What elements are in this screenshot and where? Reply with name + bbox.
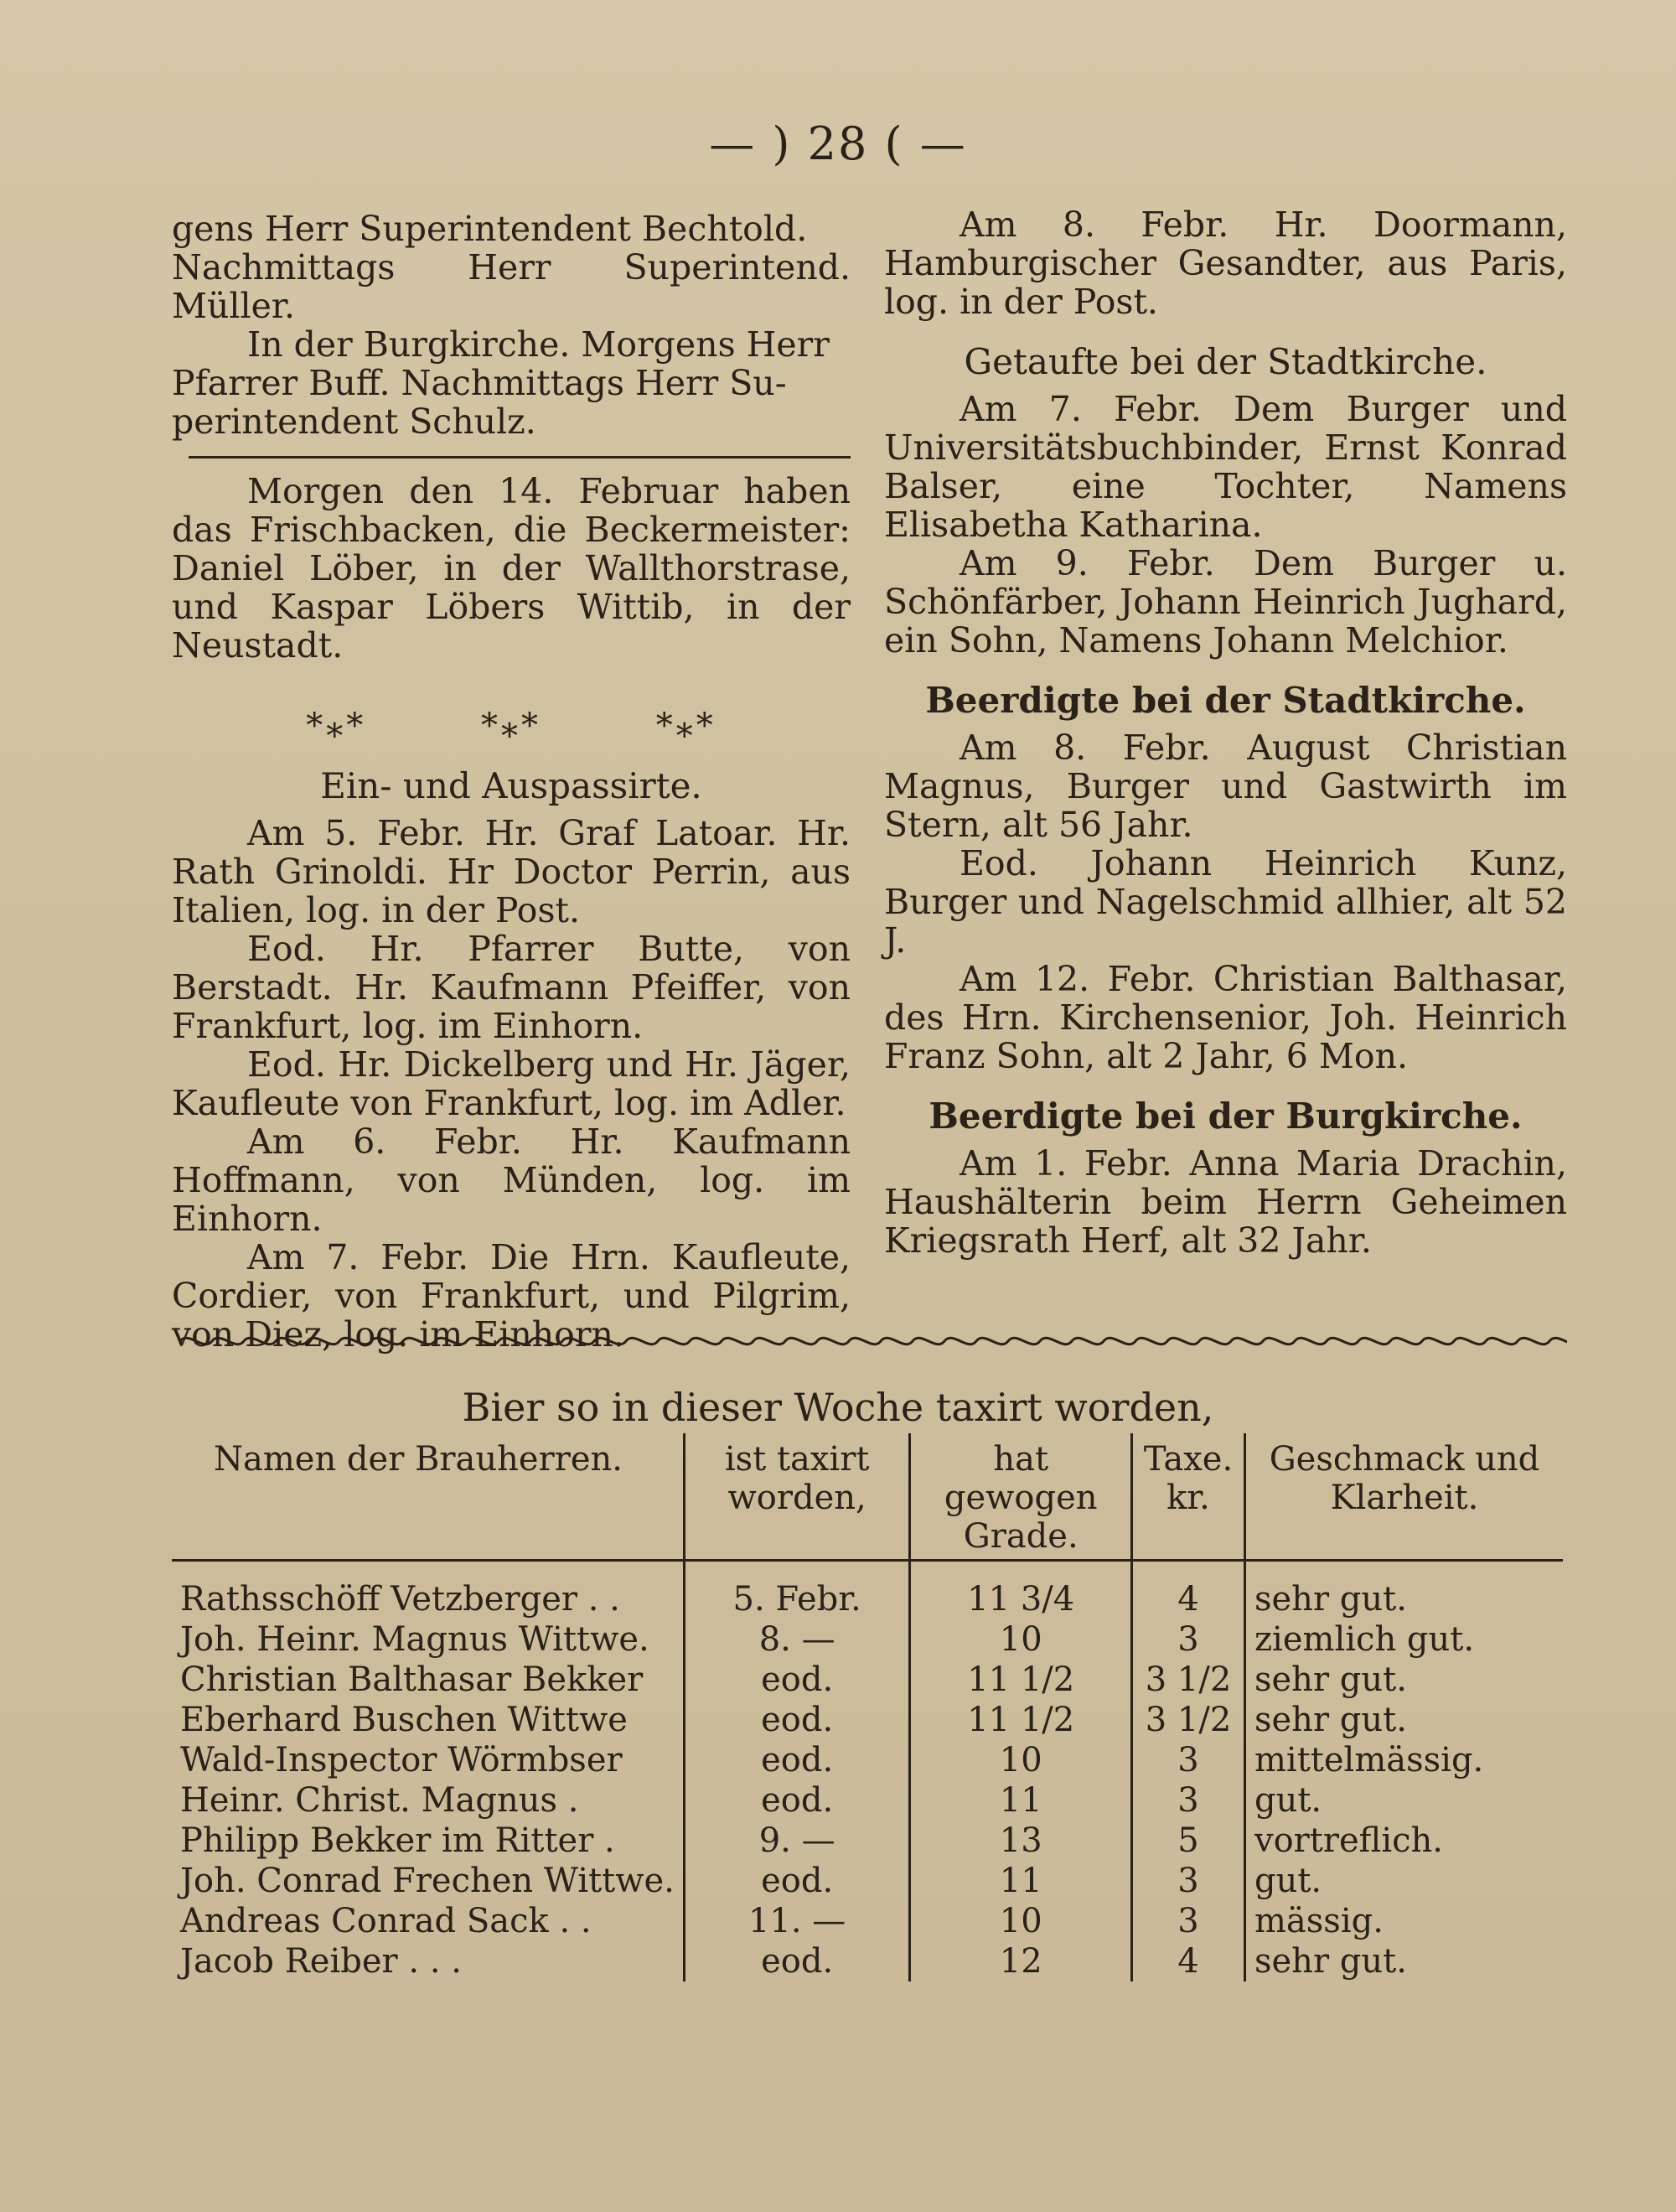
asterism-mark: *⁎* (655, 707, 716, 745)
cell-taste: vortreflich. (1244, 1821, 1563, 1861)
right-column (884, 205, 1567, 1260)
traveller-entry: Am 7. Febr. Die Hrn. Kaufleute, Cordier, von Frankfurt, und Pilgrim, von Diez, log. im Einhorn. (172, 1237, 851, 1355)
cell-tax: 3 (1132, 1619, 1245, 1660)
cell-weight: 12 (910, 1941, 1132, 1981)
traveller-entry: Am 5. Febr. Hr. Graf Latoar. Hr. Rath Grinoldi. Hr Doctor Perrin, aus Italien, log. in der Post. (172, 813, 851, 930)
table-row (172, 1561, 1563, 1620)
header-brewer: Namen der Brauherren. (172, 1433, 684, 1561)
cell-weight: 11 (910, 1780, 1132, 1821)
beer-table-body (172, 1561, 1563, 1982)
header-taste: Geschmack und Klarheit. (1244, 1433, 1563, 1561)
page-header: — ) 28 ( — (709, 117, 967, 170)
table-row (172, 1901, 1563, 1941)
baptized-heading: Getaufte bei der Stadtkirche. (964, 341, 1487, 382)
asterism-mark: *⁎* (306, 707, 367, 745)
church-line: Pfarrer Buff. Nachmittags Herr Su- (172, 363, 787, 403)
cell-tax: 3 1/2 (1132, 1700, 1245, 1740)
cell-weight: 10 (910, 1740, 1132, 1780)
cell-taxed-date: eod. (684, 1780, 910, 1821)
cell-brewer: Rathsschöff Vetzberger . . (180, 1580, 620, 1619)
cell-taste: mässig. (1244, 1901, 1563, 1941)
cell-taxed-date: eod. (684, 1941, 910, 1981)
traveller-entry: Eod. Hr. Pfarrer Butte, von Berstadt. Hr. Kaufmann Pfeiffer, von Frankfurt, log. im Einhorn. (172, 929, 851, 1046)
cell-tax: 4 (1132, 1941, 1245, 1981)
cell-taste: gut. (1244, 1861, 1563, 1901)
cell-brewer: Joh. Conrad Frechen Wittwe. (180, 1862, 675, 1900)
cell-tax: 3 (1132, 1780, 1245, 1821)
left-column (172, 210, 851, 1354)
cell-taste: sehr gut. (1244, 1700, 1563, 1740)
cell-weight: 10 (910, 1901, 1132, 1941)
cell-taxed-date: 11. — (684, 1901, 910, 1941)
cell-weight: 11 1/2 (910, 1700, 1132, 1740)
cell-taxed-date: 5. Febr. (684, 1561, 910, 1620)
cell-taxed-date: 9. — (684, 1821, 910, 1861)
burial-entry: Eod. Johann Heinrich Kunz, Burger und Nagelschmid allhier, alt 52 J. (884, 843, 1567, 961)
cell-taste: sehr gut. (1244, 1561, 1563, 1620)
cell-brewer: Eberhard Buschen Wittwe (180, 1701, 628, 1739)
cell-tax: 4 (1132, 1561, 1245, 1620)
beer-table-title: Bier so in dieser Woche taxirt worden, (462, 1385, 1214, 1430)
table-row (172, 1700, 1563, 1740)
cell-taste: ziemlich gut. (1244, 1619, 1563, 1660)
header-tax: Taxe. kr. (1132, 1433, 1245, 1561)
cell-brewer: Jacob Reiber . . . (180, 1942, 462, 1981)
church-line: gens Herr Superintendent Bechtold. (172, 209, 808, 249)
cell-taste: sehr gut. (1244, 1941, 1563, 1981)
cell-tax: 3 (1132, 1901, 1245, 1941)
header-taxed-date: ist taxirt worden, (684, 1433, 910, 1561)
church-line: Nachmittags Herr Superintend. Müller. (172, 247, 851, 326)
cell-taxed-date: eod. (684, 1700, 910, 1740)
buried-city-heading: Beerdigte bei der Stadtkirche. (925, 680, 1526, 721)
cell-brewer: Christian Balthasar Bekker (180, 1660, 644, 1699)
burial-entry: Am 12. Febr. Christian Balthasar, des Hrn. Kirchensenior, Joh. Heinrich Franz Sohn, alt 2 Jahr, 6 Mon. (884, 959, 1567, 1076)
cell-brewer: Philipp Bekker im Ritter . (180, 1821, 615, 1860)
table-row (172, 1660, 1563, 1700)
divider-rule (189, 456, 851, 458)
cell-taxed-date: eod. (684, 1660, 910, 1700)
asterism-mark: *⁎* (481, 707, 541, 745)
cell-weight: 11 (910, 1861, 1132, 1901)
cell-tax: 5 (1132, 1821, 1245, 1861)
table-header-row (172, 1433, 1563, 1561)
cell-brewer: Joh. Heinr. Magnus Wittwe. (180, 1620, 649, 1659)
cell-taxed-date: eod. (684, 1861, 910, 1901)
buried-castle-heading: Beerdigte bei der Burgkirche. (929, 1096, 1523, 1137)
bakers-notice: Morgen den 14. Februar haben das Frischbacken, die Beckermeister: Daniel Löber, in der Wallthorstrase, und Kaspar Löbers Wittib, in der Neustadt. (172, 471, 851, 666)
cell-taste: mittelmässig. (1244, 1740, 1563, 1780)
cell-brewer: Heinr. Christ. Magnus . (180, 1781, 579, 1820)
asterism (172, 707, 851, 745)
burial-entry: Am 1. Febr. Anna Maria Drachin, Haushälterin beim Herrn Geheimen Kriegsrath Herf, alt 32 Jahr. (884, 1143, 1567, 1261)
cell-tax: 3 (1132, 1740, 1245, 1780)
cell-weight: 10 (910, 1619, 1132, 1660)
cell-tax: 3 (1132, 1861, 1245, 1901)
table-row (172, 1821, 1563, 1861)
ornament-rule (180, 1329, 1567, 1354)
table-row (172, 1619, 1563, 1660)
cell-weight: 13 (910, 1821, 1132, 1861)
traveller-entry: Am 6. Febr. Hr. Kaufmann Hoffmann, von Münden, log. im Einhorn. (172, 1122, 851, 1239)
table-row (172, 1780, 1563, 1821)
header-weight: hat gewogen Grade. (910, 1433, 1132, 1561)
beer-table (172, 1433, 1563, 1981)
cell-taste: gut. (1244, 1780, 1563, 1821)
table-row (172, 1861, 1563, 1901)
cell-taxed-date: 8. — (684, 1619, 910, 1660)
cell-taxed-date: eod. (684, 1740, 910, 1780)
traveller-entry: Eod. Hr. Dickelberg und Hr. Jäger, Kaufleute von Frankfurt, log. im Adler. (172, 1044, 851, 1123)
cell-brewer: Andreas Conrad Sack . . (180, 1902, 592, 1940)
cell-brewer: Wald-Inspector Wörmbser (180, 1741, 623, 1779)
table-row (172, 1740, 1563, 1780)
cell-weight: 11 3/4 (910, 1561, 1132, 1620)
travellers-heading: Ein- und Auspassirte. (320, 765, 702, 806)
burial-entry: Am 8. Febr. August Christian Magnus, Burger und Gastwirth im Stern, alt 56 Jahr. (884, 728, 1567, 845)
baptized-entry: Am 9. Febr. Dem Burger u. Schönfärber, Johann Heinrich Jughard, ein Sohn, Namens Johann Melchior. (884, 543, 1567, 660)
cell-tax: 3 1/2 (1132, 1660, 1245, 1700)
arrival-entry: Am 8. Febr. Hr. Doormann, Hamburgischer Gesandter, aus Paris, log. in der Post. (884, 205, 1567, 322)
cell-weight: 11 1/2 (910, 1660, 1132, 1700)
church-line: In der Burgkirche. Morgens Herr (247, 324, 830, 365)
church-line: perintendent Schulz. (172, 401, 536, 442)
table-row (172, 1941, 1563, 1981)
baptized-entry: Am 7. Febr. Dem Burger und Universitätsbuchbinder, Ernst Konrad Balser, eine Tochter, Namens Elisabetha Katharina. (884, 389, 1567, 545)
cell-taste: sehr gut. (1244, 1660, 1563, 1700)
